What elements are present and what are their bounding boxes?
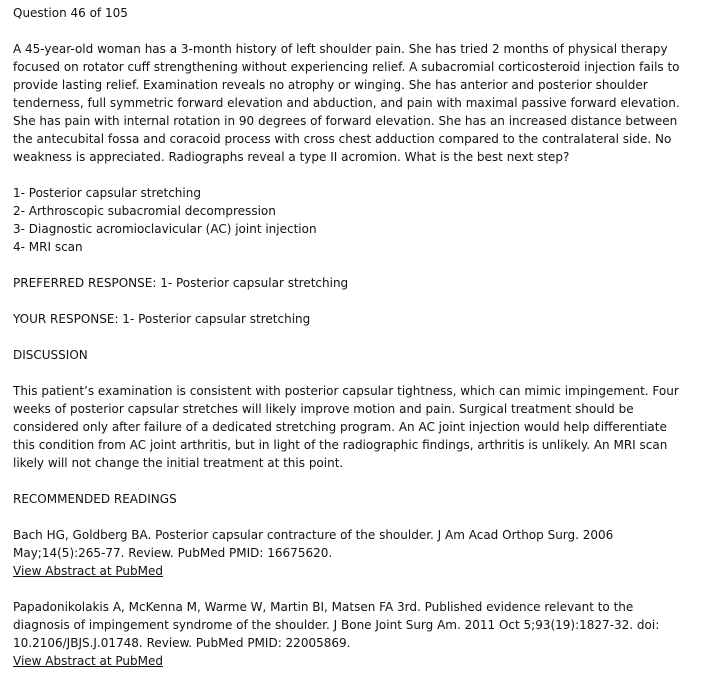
- answer-option-2: 2- Arthroscopic subacromial decompression: [13, 204, 276, 218]
- discussion-heading: DISCUSSION: [13, 348, 88, 362]
- spacer: [13, 364, 690, 382]
- spacer: [13, 292, 690, 310]
- reading-citation: Papadonikolakis A, McKenna M, Warme W, Martin BI, Matsen FA 3rd. Published evidence relevant to the diagnosis of impingement syndrome of the shoulder. J Bone Joint Surg Am. 2011 Oct 5;93(19):1827-32. doi: 10.2106/JBJS.J.01748. Review. PubMed PMID: 22005869.: [13, 600, 660, 650]
- question-stem: A 45-year-old woman has a 3-month history of left shoulder pain. She has tried 2 months of physical therapy focused on rotator cuff strengthening without experiencing relief. A subacromial corticosteroid injection fails to provide lasting relief. Examination reveals no atrophy or winging. She has anterior and posterior shoulder tenderness, full symmetric forward elevation and abduction, and pain with maximal passive forward elevation. She has pain with internal rotation in 90 degrees of forward elevation. She has an increased distance between the antecubital fossa and coracoid process with cross chest adduction compared to the contralateral side. No weakness is appreciated. Radiographs reveal a type II acromion. What is the best next step?: [13, 42, 680, 164]
- spacer: [13, 508, 690, 526]
- answer-options: [13, 184, 690, 256]
- answer-option-3: 3- Diagnostic acromioclavicular (AC) joint injection: [13, 222, 317, 236]
- reading-item-1: [13, 526, 690, 580]
- reading-item-2: [13, 598, 690, 670]
- spacer: [13, 256, 690, 274]
- answer-option-1: 1- Posterior capsular stretching: [13, 186, 201, 200]
- your-response: YOUR RESPONSE: 1- Posterior capsular stretching: [13, 312, 311, 326]
- answer-option-4: 4- MRI scan: [13, 240, 83, 254]
- preferred-response: PREFERRED RESPONSE: 1- Posterior capsular stretching: [13, 276, 349, 290]
- spacer: [13, 580, 690, 598]
- pubmed-abstract-link[interactable]: View Abstract at PubMed: [13, 654, 163, 668]
- reading-citation: Bach HG, Goldberg BA. Posterior capsular contracture of the shoulder. J Am Acad Orthop Surg. 2006 May;14(5):265-77. Review. PubMed PMID: 16675620.: [13, 528, 614, 560]
- spacer: [13, 472, 690, 490]
- readings-heading: RECOMMENDED READINGS: [13, 492, 177, 506]
- spacer: [13, 328, 690, 346]
- question-counter: Question 46 of 105: [13, 6, 128, 20]
- spacer: [13, 166, 690, 184]
- pubmed-abstract-link[interactable]: View Abstract at PubMed: [13, 564, 163, 578]
- discussion-text: This patient’s examination is consistent with posterior capsular tightness, which can mimic impingement. Four weeks of posterior capsular stretches will likely improve motion and pain. Surgical treatment should be considered only after failure of a dedicated stretching program. An AC joint injection would help differentiate this condition from AC joint arthritis, but in light of the radiographic findings, arthritis is unlikely. An MRI scan likely will not change the initial treatment at this point.: [13, 384, 679, 470]
- spacer: [13, 22, 690, 40]
